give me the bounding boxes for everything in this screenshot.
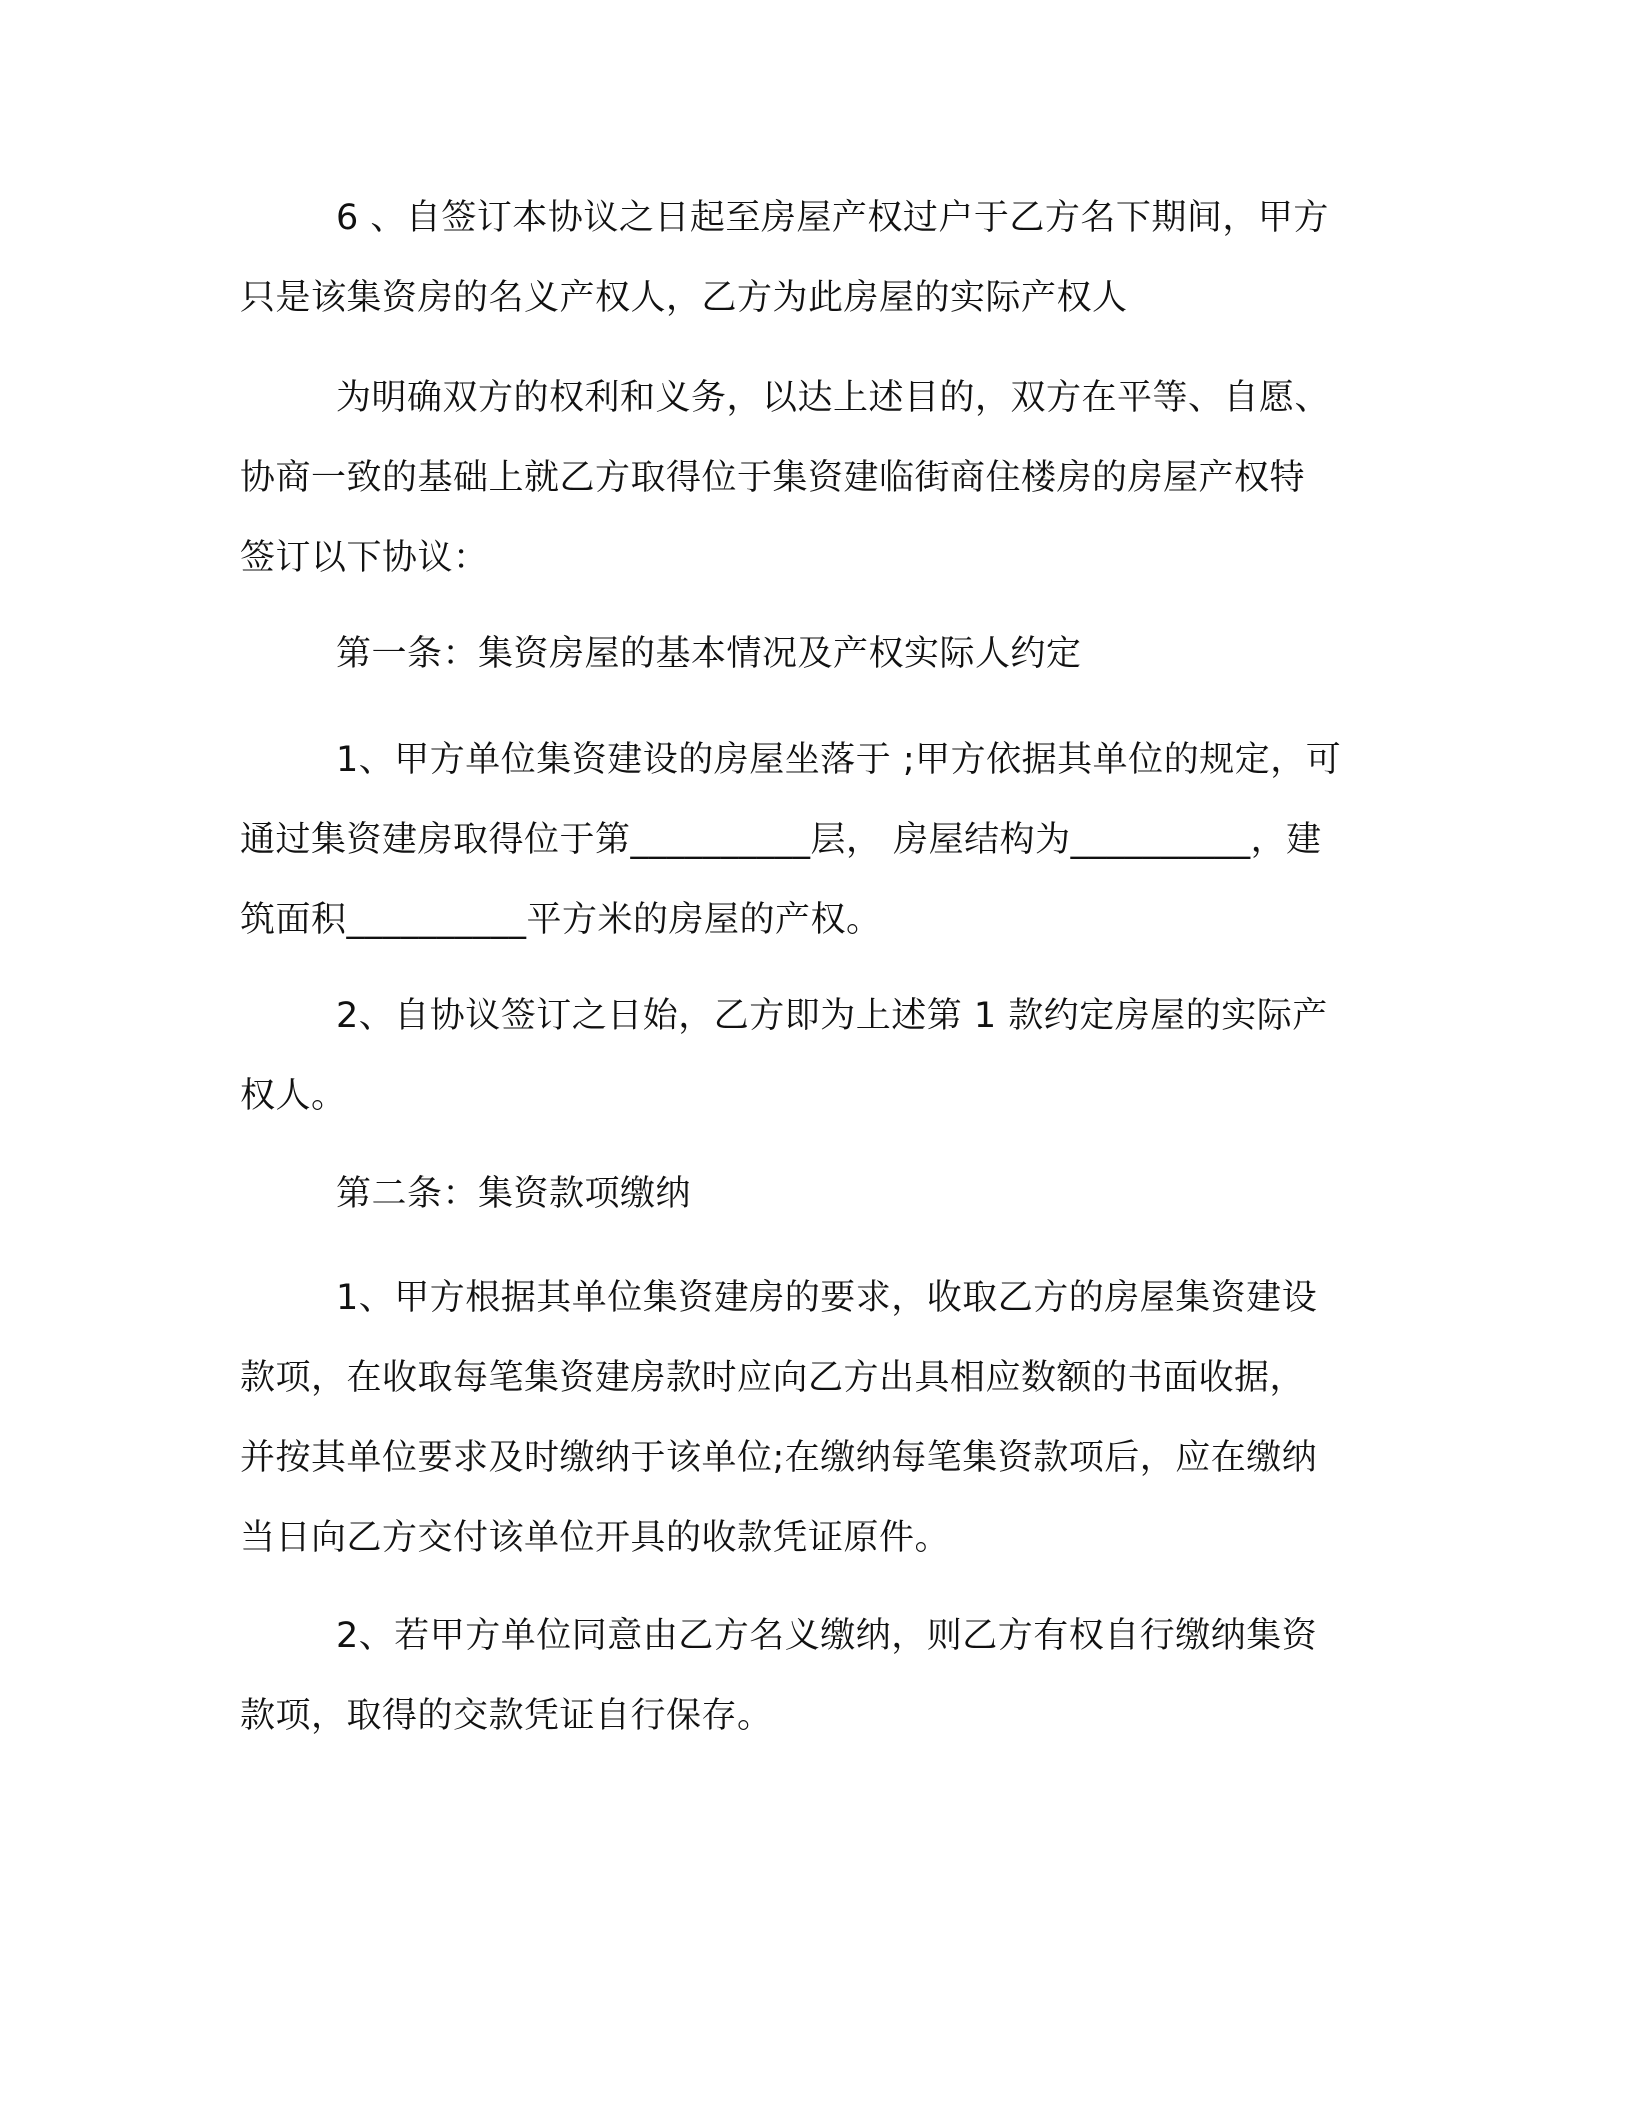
text-line: 当日向乙方交付该单位开具的收款凭证原件。: [240, 1518, 951, 1558]
text-line: 只是该集资房的名义产权人，乙方为此房屋的实际产权人: [240, 278, 1128, 318]
text-line: 1、甲方根据其单位集资建房的要求，收取乙方的房屋集资建设: [336, 1278, 1318, 1318]
text-line: 协商一致的基础上就乙方取得位于集资建临街商住楼房的房屋产权特: [240, 458, 1306, 498]
text-line: 6 、自签订本协议之日起至房屋产权过户于乙方名下期间，甲方: [336, 198, 1329, 238]
text-line: 2、自协议签订之日始，乙方即为上述第 1 款约定房屋的实际产: [336, 996, 1328, 1036]
article-2-heading: [240, 1154, 1380, 1234]
text-line: 签订以下协议：: [240, 538, 489, 578]
article-2-item-2: [240, 1596, 1380, 1756]
text-line: 第一条：集资房屋的基本情况及产权实际人约定: [336, 634, 1082, 674]
text-line: 权人。: [240, 1076, 347, 1116]
text-line: 款项，在收取每笔集资建房款时应向乙方出具相应数额的书面收据，: [240, 1358, 1306, 1398]
text-line: 为明确双方的权利和义务，以达上述目的，双方在平等、自愿、: [336, 378, 1331, 418]
article-1-item-1: [240, 720, 1380, 960]
article-2-item-1: [240, 1258, 1380, 1578]
article-1-item-2: [240, 976, 1380, 1136]
text-line: 款项，取得的交款凭证自行保存。: [240, 1696, 773, 1736]
text-line: 1、甲方单位集资建设的房屋坐落于 ;甲方依据其单位的规定，可: [336, 740, 1342, 780]
text-line: 通过集资建房取得位于第__________层， 房屋结构为__________，建: [240, 820, 1322, 860]
text-line: 第二条：集资款项缴纳: [336, 1174, 692, 1214]
text-line: 筑面积__________平方米的房屋的产权。: [240, 900, 882, 940]
article-1-heading: [240, 614, 1380, 694]
paragraph-purpose: [240, 358, 1380, 598]
text-line: 2、若甲方单位同意由乙方名义缴纳，则乙方有权自行缴纳集资: [336, 1616, 1318, 1656]
paragraph-clause-6: [240, 178, 1380, 338]
text-line: 并按其单位要求及时缴纳于该单位;在缴纳每笔集资款项后，应在缴纳: [240, 1438, 1318, 1478]
